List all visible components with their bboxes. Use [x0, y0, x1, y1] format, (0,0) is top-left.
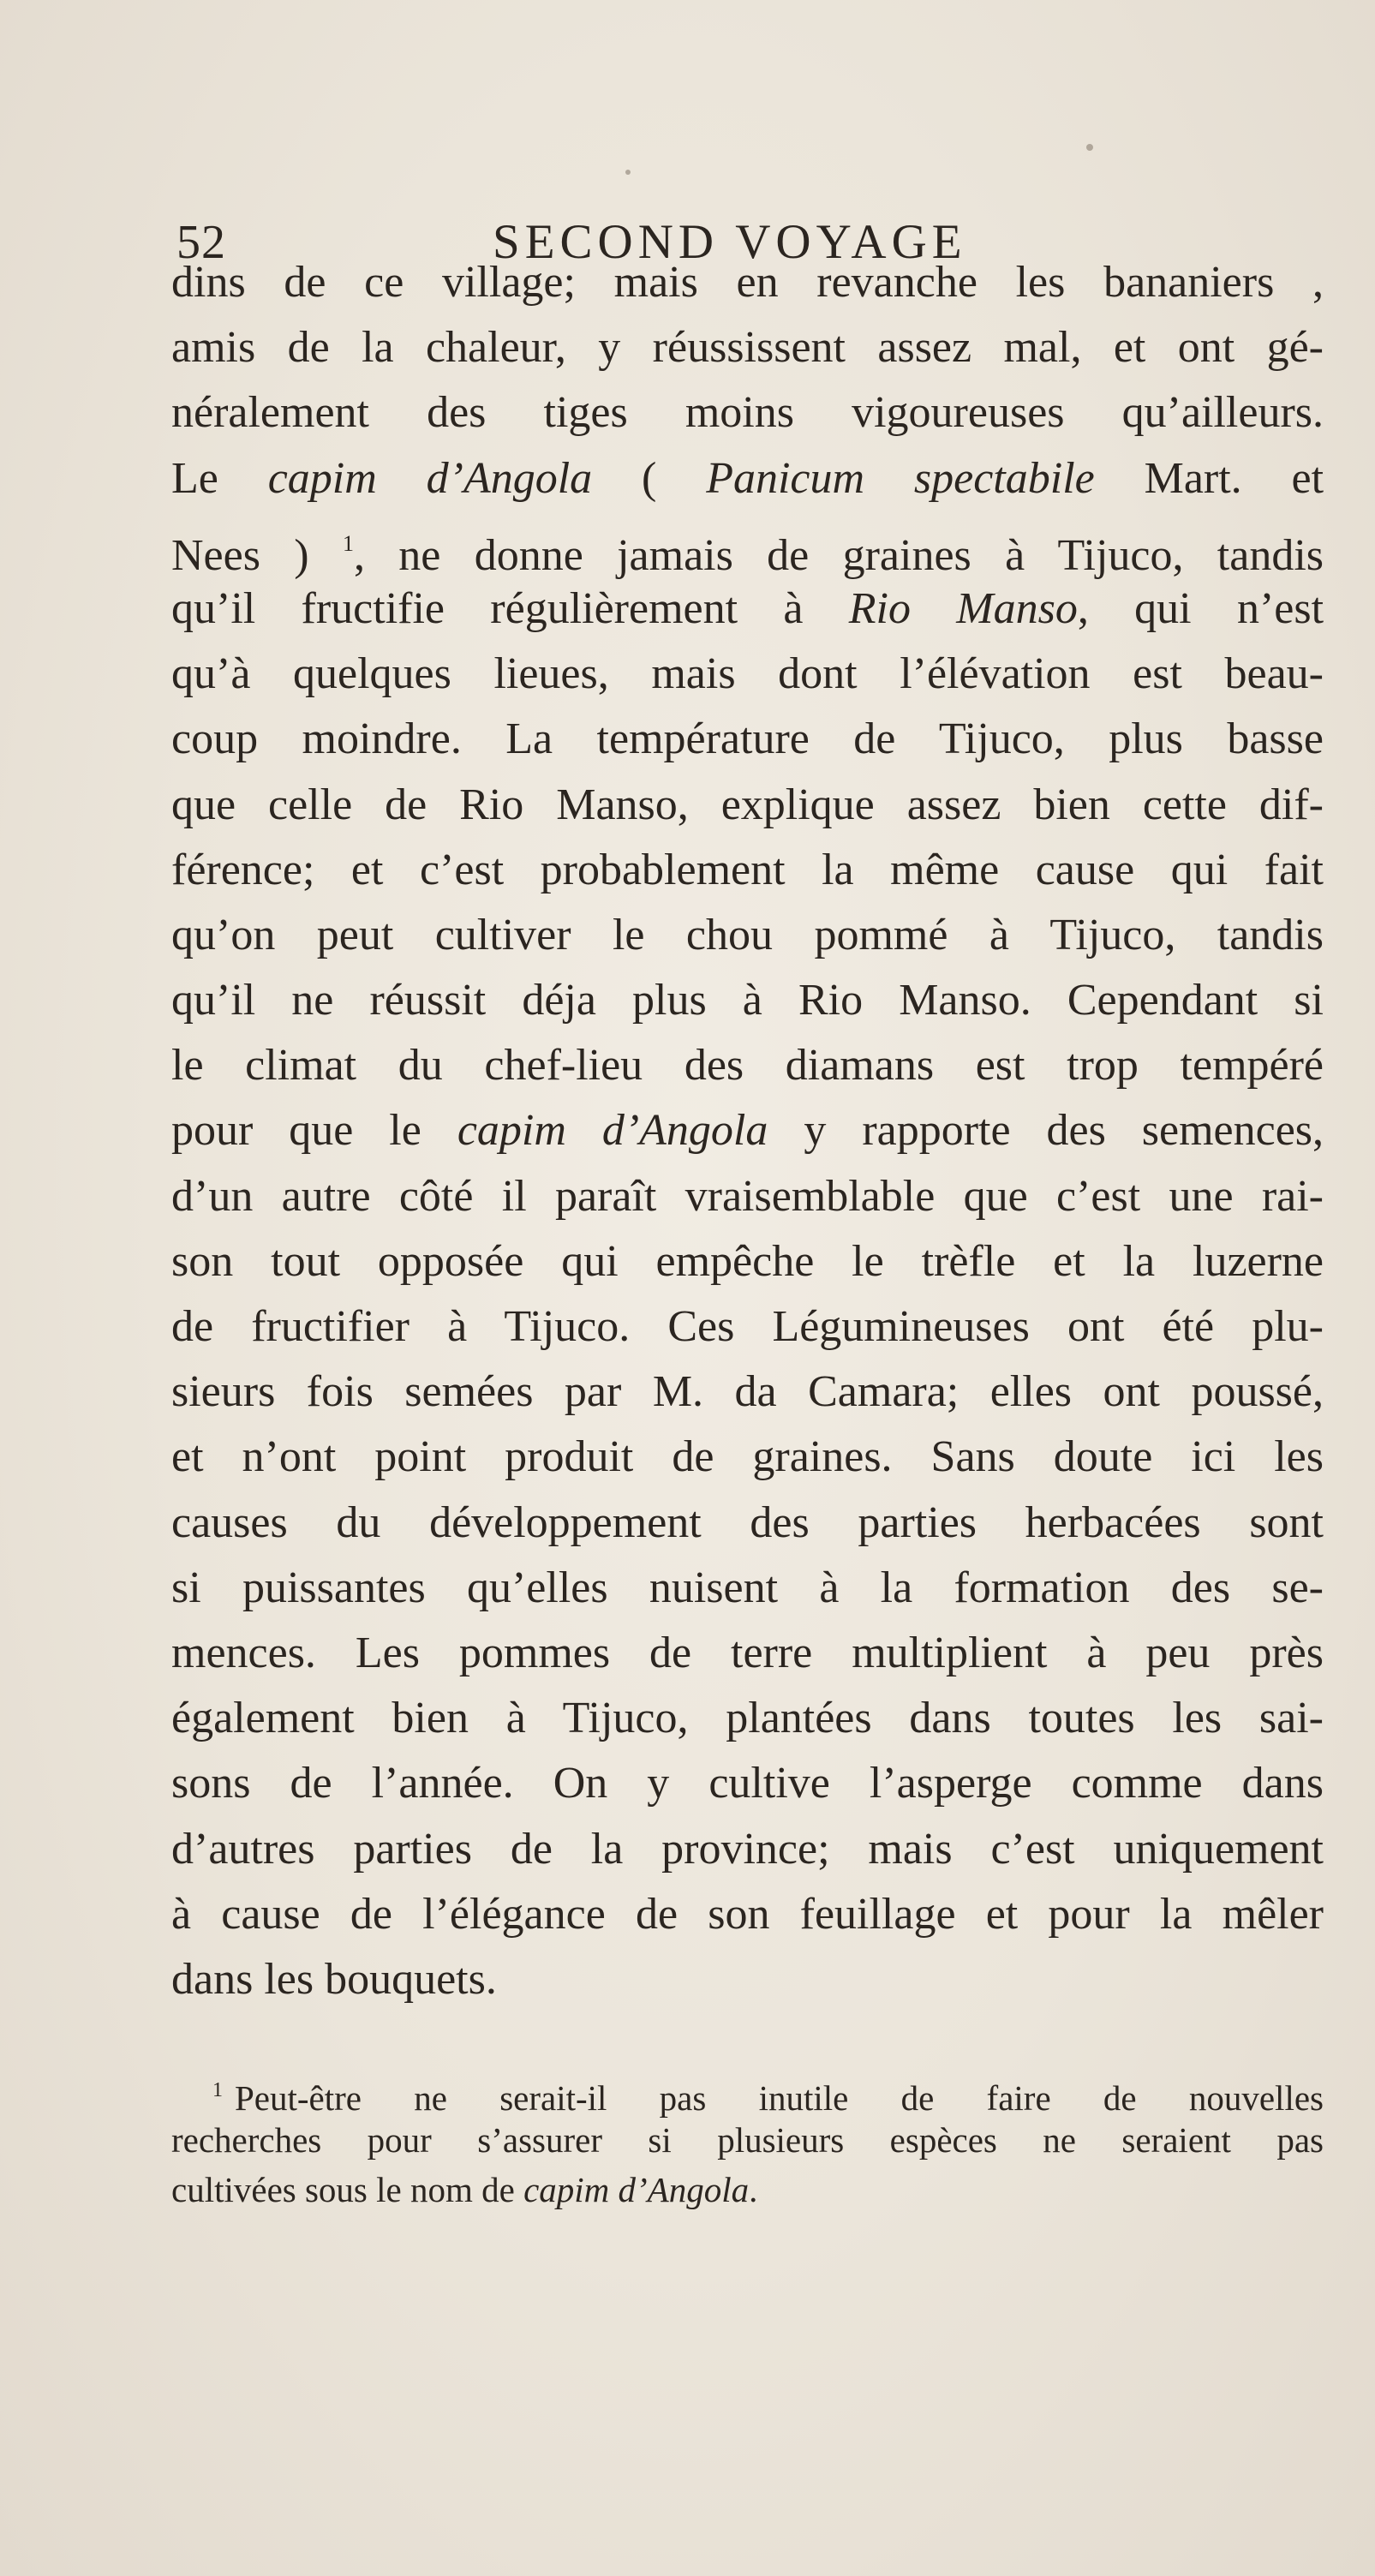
footnote-line: recherches pour s’assurer si plusieurs espèces ne seraient pas — [171, 2120, 1324, 2160]
italic-term: Rio Manso — [848, 583, 1078, 633]
paper-speck — [1086, 144, 1093, 151]
text-line: si puissantes qu’elles nuisent à la formation des se- — [171, 1563, 1324, 1612]
italic-term: capim d’Angola — [523, 2170, 750, 2209]
text-line: mences. Les pommes de terre multiplient à peu près — [171, 1628, 1324, 1677]
text-line: d’autres parties de la province; mais c’est uniquement — [171, 1824, 1324, 1874]
text-line: amis de la chaleur, y réussissent assez mal, et ont gé- — [171, 323, 1324, 373]
text-line: également bien à Tijuco, plantées dans toutes les sai- — [171, 1694, 1324, 1743]
body-text — [171, 250, 1324, 2012]
paper-speck — [625, 170, 631, 175]
text-line: et n’ont point produit de graines. Sans doute ici les — [171, 1432, 1324, 1482]
text-line: causes du développement des parties herbacées sont — [171, 1497, 1324, 1547]
text-line: dans les bouquets. — [171, 1954, 497, 2004]
text-line: le climat du chef-lieu des diamans est trop tempéré — [171, 1041, 1324, 1091]
text-line: pour que le capim d’Angola y rapporte des semences, — [171, 1106, 1324, 1156]
italic-term: Panicum spectabile — [706, 453, 1095, 503]
text-line: néralement des tiges moins vigoureuses qu’ailleurs. — [171, 388, 1324, 438]
running-title: SECOND VOYAGE — [493, 215, 967, 269]
footnote-reference: 1 — [342, 530, 354, 556]
text-line: qu’il ne réussit déja plus à Rio Manso. Cependant si — [171, 976, 1324, 1025]
text-line: à cause de l’élégance de son feuillage et pour la mêler — [171, 1889, 1324, 1939]
text-line: Nees ) $^1$, ne donne jamais de graines à Tijuco, tandis — [171, 530, 1324, 580]
italic-term: capim d’Angola — [457, 1106, 768, 1156]
text-line: qu’à quelques lieues, mais dont l’élévation est beau- — [171, 649, 1324, 699]
page-number: 52 — [176, 216, 226, 269]
text-line: que celle de Rio Manso, explique assez bien cette dif- — [171, 780, 1324, 829]
footnote-line: $^1$ Peut-être ne serait-il pas inutile de faire de nouvelles — [212, 2078, 1324, 2118]
text-line: dins de ce village; mais en revanche les bananiers , — [171, 258, 1324, 307]
text-line: sons de l’année. On y cultive l’asperge comme dans — [171, 1759, 1324, 1808]
italic-term: capim d’Angola — [267, 453, 593, 503]
footnote-marker: 1 — [212, 2079, 223, 2101]
text-line: qu’on peut cultiver le chou pommé à Tijuco, tandis — [171, 910, 1324, 959]
text-line: qu’il fructifie régulièrement à Rio Manso, qui n’est — [171, 583, 1324, 633]
text-line: coup moindre. La température de Tijuco, plus basse — [171, 714, 1324, 764]
text-line: férence; et c’est probablement la même cause qui fait — [171, 845, 1324, 894]
footnote — [171, 2065, 1324, 2214]
text-line: d’un autre côté il paraît vraisemblable que c’est une rai- — [171, 1171, 1324, 1221]
text-line: Le capim d’Angola ( Panicum spectabile Mart. et — [171, 453, 1324, 503]
text-line: sieurs fois semées par M. da Camara; elles ont poussé, — [171, 1367, 1324, 1417]
text-line: son tout opposée qui empêche le trèfle et la luzerne — [171, 1236, 1324, 1286]
text-line: de fructifier à Tijuco. Ces Légumineuses ont été plu- — [171, 1302, 1324, 1351]
footnote-line: cultivées sous le nom de capim d’Angola. — [171, 2170, 758, 2209]
